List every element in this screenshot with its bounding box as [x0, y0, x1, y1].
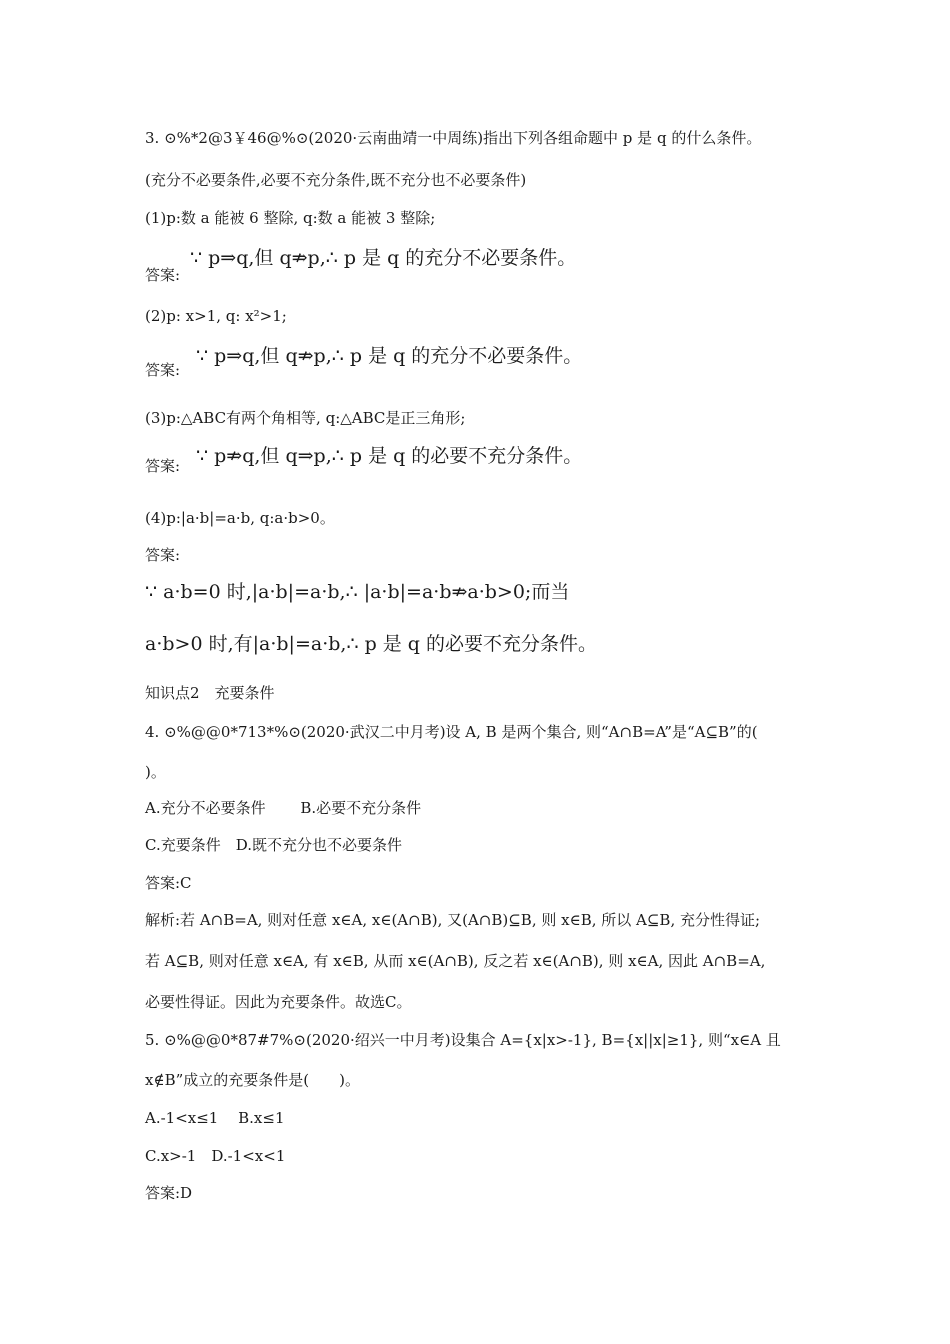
q4-answer: 答案:C: [145, 874, 192, 892]
q3-answer4-line2: a·b>0 时,有|a·b|=a·b,∴ p 是 q 的必要不充分条件。: [145, 633, 598, 655]
q4-header-cont: )。: [145, 763, 166, 781]
q3-answer2-label: 答案:: [145, 361, 181, 379]
q3-part2: (2)p: x>1, q: x²>1;: [145, 307, 287, 325]
q3-answer4-line1: ∵ a·b=0 时,|a·b|=a·b,∴ |a·b|=a·b⇏a·b>0;而当: [145, 581, 570, 603]
q4-header: 4. ⊙%@@0*713*%⊙(2020·武汉二中月考)设 A, B 是两个集合, 则“A∩B=A”是“A⊆B”的(: [145, 723, 758, 741]
q5-answer: 答案:D: [145, 1184, 193, 1202]
q4-explanation-3: 必要性得证。因此为充要条件。故选C。: [145, 993, 412, 1011]
q5-options-cd: C.x>-1 D.-1<x<1: [145, 1147, 286, 1165]
q3-part3: (3)p:△ABC有两个角相等, q:△ABC是正三角形;: [145, 409, 466, 427]
q4-options-ab: A.充分不必要条件 B.必要不充分条件: [145, 799, 422, 817]
q3-note: (充分不必要条件,必要不充分条件,既不充分也不必要条件): [145, 171, 527, 189]
q4-explanation-1: 解析:若 A∩B=A, 则对任意 x∈A, x∈(A∩B), 又(A∩B)⊆B, 则 x∈B, 所以 A⊆B, 充分性得证;: [145, 911, 761, 929]
q3-header: 3. ⊙%*2@3￥46@%⊙(2020·云南曲靖一中周练)指出下列各组命题中 p 是 q 的什么条件。: [145, 129, 762, 147]
q3-part4: (4)p:|a·b|=a·b, q:a·b>0。: [145, 509, 335, 527]
q3-answer1: ∵ p⇒q,但 q⇏p,∴ p 是 q 的充分不必要条件。: [190, 247, 577, 269]
q5-options-ab: A.-1<x≤1 B.x≤1: [145, 1109, 285, 1127]
q5-header-cont: x∉B”成立的充要条件是( )。: [145, 1071, 360, 1089]
q3-answer1-label: 答案:: [145, 266, 181, 284]
q4-options-cd: C.充要条件 D.既不充分也不必要条件: [145, 836, 402, 854]
q5-header: 5. ⊙%@@0*87#7%⊙(2020·绍兴一中月考)设集合 A={x|x>-1}, B={x||x|≥1}, 则“x∈A 且: [145, 1031, 781, 1049]
q3-part1: (1)p:数 a 能被 6 整除, q:数 a 能被 3 整除;: [145, 209, 436, 227]
q3-answer2: ∵ p⇒q,但 q⇏p,∴ p 是 q 的充分不必要条件。: [196, 345, 583, 367]
q3-answer4-label: 答案:: [145, 546, 181, 564]
q4-explanation-2: 若 A⊆B, 则对任意 x∈A, 有 x∈B, 从而 x∈(A∩B), 反之若 x∈(A∩B), 则 x∈A, 因此 A∩B=A,: [145, 952, 766, 970]
q3-answer3: ∵ p⇏q,但 q⇒p,∴ p 是 q 的必要不充分条件。: [196, 445, 583, 467]
q3-answer3-label: 答案:: [145, 457, 181, 475]
section-title: 知识点2 充要条件: [145, 684, 275, 702]
